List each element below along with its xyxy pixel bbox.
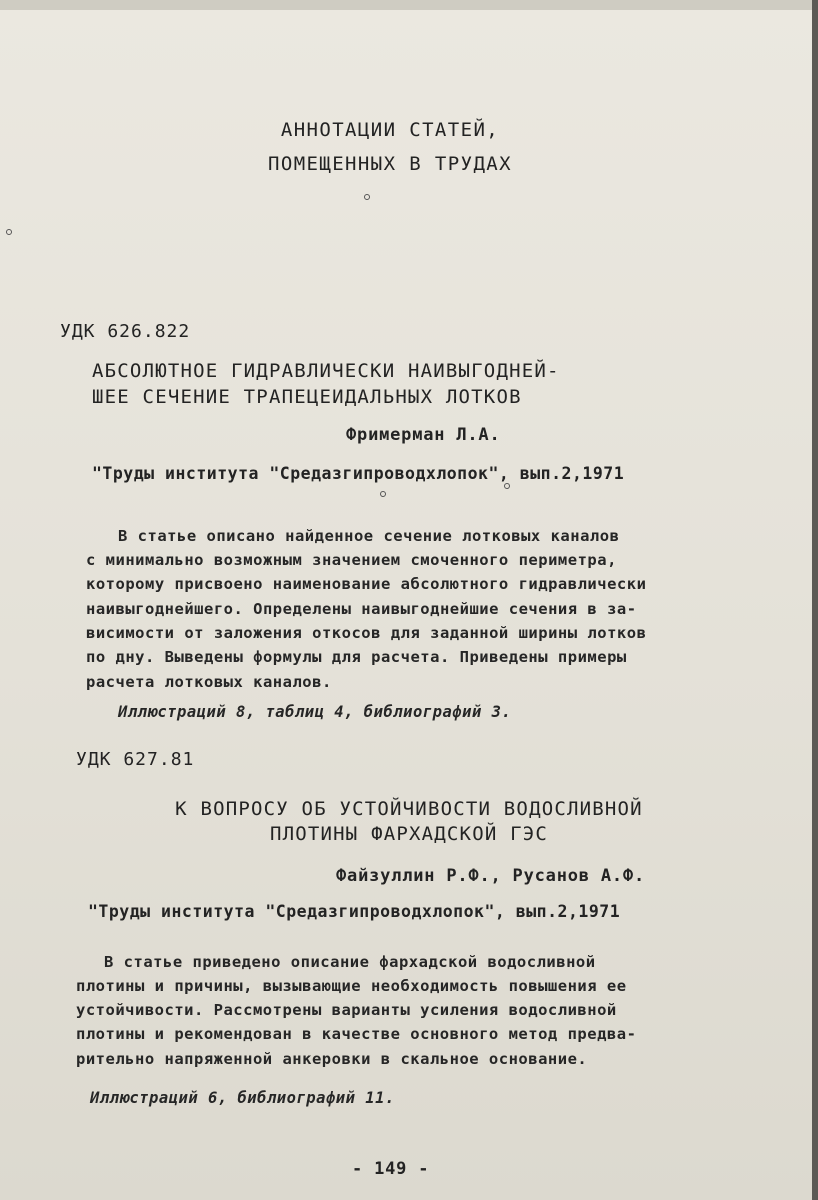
article-2-abstract-line-3: устойчивости. Рассмотрены варианты усиления водосливной — [76, 1001, 617, 1019]
article-1-abstract-line-7: расчета лотковых каналов. — [86, 673, 332, 691]
page-speck — [364, 194, 370, 200]
article-2-source: "Труды института "Средазгипроводхлопок", вып.2,1971 — [88, 902, 621, 921]
article-1-title-line-1: АБСОЛЮТНОЕ ГИДРАВЛИЧЕСКИ НАИВЫГОДНЕЙ- — [92, 360, 560, 382]
article-2-authors: Файзуллин Р.Ф., Русанов А.Ф. — [336, 866, 645, 886]
page-top-edge — [0, 0, 818, 10]
page-right-edge — [812, 0, 818, 1200]
article-1-abstract-line-2: с минимально возможным значением смоченного периметра, — [86, 551, 617, 569]
article-1-abstract-line-5: висимости от заложения откосов для заданной ширины лотков — [86, 624, 647, 642]
article-2-abstract-line-4: плотины и рекомендован в качестве основного метод предва- — [76, 1025, 637, 1043]
article-2-title-line-2: ПЛОТИНЫ ФАРХАДСКОЙ ГЭС — [269, 823, 549, 845]
page-number: - 149 - — [352, 1159, 430, 1179]
page-speck — [6, 229, 12, 235]
article-2-abstract-line-5: рительно напряженной анкеровки в скальное основание. — [76, 1050, 588, 1068]
article-2-udk: УДК 627.81 — [76, 749, 195, 770]
section-heading-line-1: АННОТАЦИИ СТАТЕЙ, — [280, 119, 500, 141]
article-1-abstract-line-3: которому присвоено наименование абсолютного гидравлически — [86, 575, 647, 593]
article-1-title-line-2: ШЕЕ СЕЧЕНИЕ ТРАПЕЦЕИДАЛЬНЫХ ЛОТКОВ — [92, 386, 522, 408]
article-2-title-line-1: К ВОПРОСУ ОБ УСТОЙЧИВОСТИ ВОДОСЛИВНОЙ — [175, 798, 643, 820]
article-1-illustrations: Иллюстраций 8, таблиц 4, библиографий 3. — [118, 703, 512, 721]
article-1-abstract-line-4: наивыгоднейшего. Определены наивыгоднейшие сечения в за- — [86, 600, 637, 618]
article-2-illustrations: Иллюстраций 6, библиографий 11. — [90, 1089, 395, 1107]
page-speck — [380, 491, 386, 497]
article-1-abstract-line-1: В статье описано найденное сечение лотковых каналов — [118, 527, 620, 545]
article-1-source: "Труды института "Средазгипроводхлопок", вып.2,1971 — [92, 464, 625, 483]
article-2-abstract-line-1: В статье приведено описание фархадской водосливной — [104, 953, 596, 971]
article-1-udk: УДК 626.822 — [60, 321, 191, 342]
article-1-abstract-line-6: по дну. Выведены формулы для расчета. Приведены примеры — [86, 648, 627, 666]
page-speck — [504, 483, 510, 489]
article-1-authors: Фримерман Л.А. — [346, 425, 501, 445]
article-2-abstract-line-2: плотины и причины, вызывающие необходимость повышения ее — [76, 977, 627, 995]
section-heading-line-2: ПОМЕЩЕННЫХ В ТРУДАХ — [268, 153, 512, 175]
